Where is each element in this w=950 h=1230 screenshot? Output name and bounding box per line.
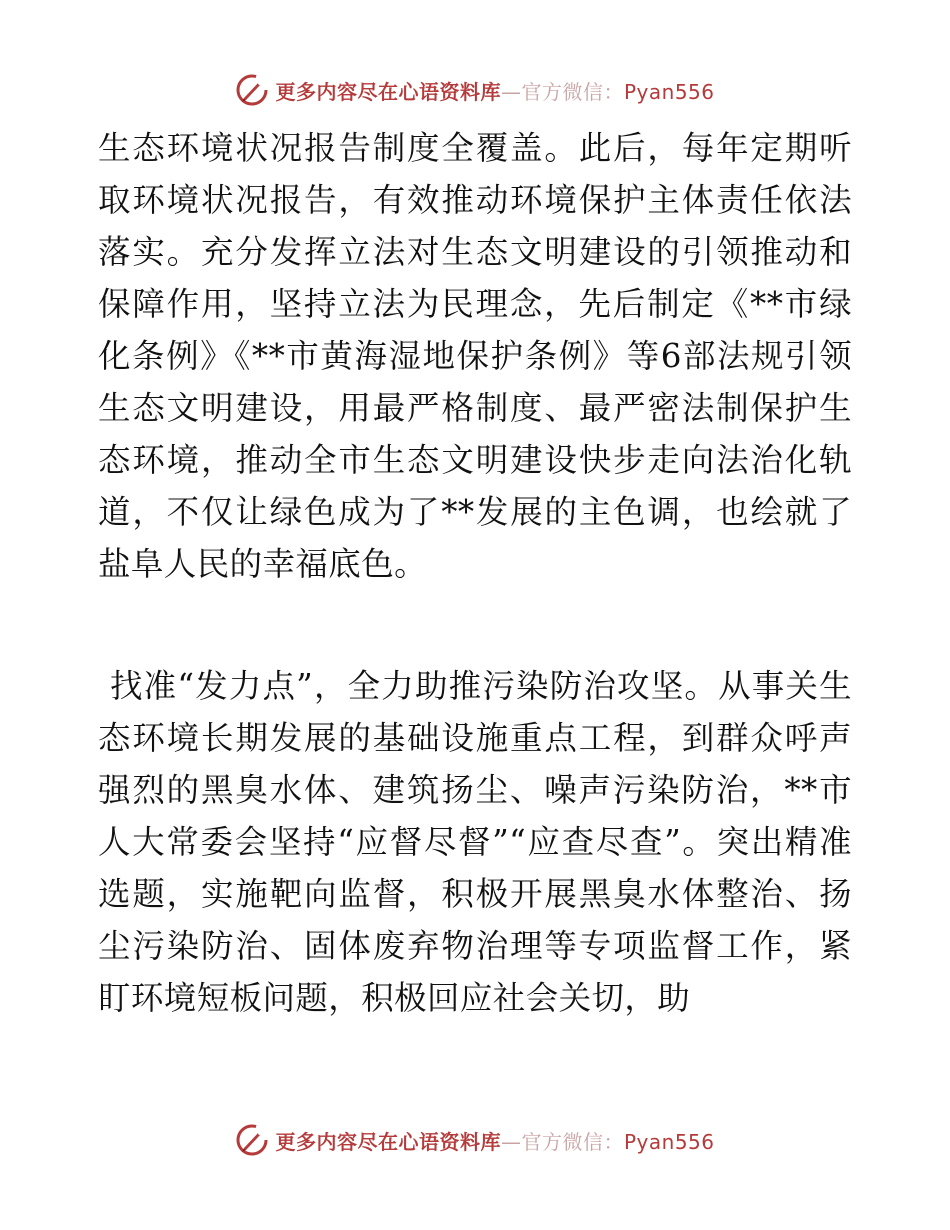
body-paragraph-1: 生态环境状况报告制度全覆盖。此后，每年定期听取环境状况报告，有效推动环境保护主体责任依法落实。充分发挥立法对生态文明建设的引领推动和保障作用，坚持立法为民理念，先后制定《**市绿化条例》《**市黄海湿地保护条例》等6部法规引领生态文明建设，用最严格制度、最严密法制保护生态环境，推动全市生态文明建设快步走向法治化轨道，不仅让绿色成为了**发展的主色调，也绘就了盐阜人民的幸福底色。: [98, 129, 852, 583]
body-paragraph-2: 找准“发力点”，全力助推污染防治攻坚。从事关生态环境长期发展的基础设施重点工程，到群众呼声强烈的黑臭水体、建筑扬尘、噪声污染防治，**市人大常委会坚持“应督尽督”“应查尽查”。突出精准选题，实施靶向监督，积极开展黑臭水体整治、扬尘污染防治、固体废弃物治理等专项监督工作，紧盯环境短板问题，积极回应社会关切，助: [98, 667, 852, 1017]
quill-pen-logo-icon: [235, 73, 269, 107]
watermark-handle: Pyan556: [623, 1129, 715, 1154]
watermark-separator: —: [500, 1129, 522, 1154]
watermark-text: [275, 76, 714, 105]
watermark-separator: —: [500, 79, 522, 104]
watermark-label: 官方微信：: [521, 1129, 624, 1154]
header-watermark: [0, 70, 950, 110]
quill-pen-logo-icon: [235, 1123, 269, 1157]
watermark-brand: 更多内容尽在心语资料库: [275, 79, 501, 104]
watermark-brand: 更多内容尽在心语资料库: [275, 1129, 501, 1154]
watermark-text: [275, 1126, 714, 1155]
watermark-label: 官方微信：: [521, 79, 624, 104]
watermark-handle: Pyan556: [623, 79, 715, 104]
footer-watermark: [0, 1120, 950, 1160]
